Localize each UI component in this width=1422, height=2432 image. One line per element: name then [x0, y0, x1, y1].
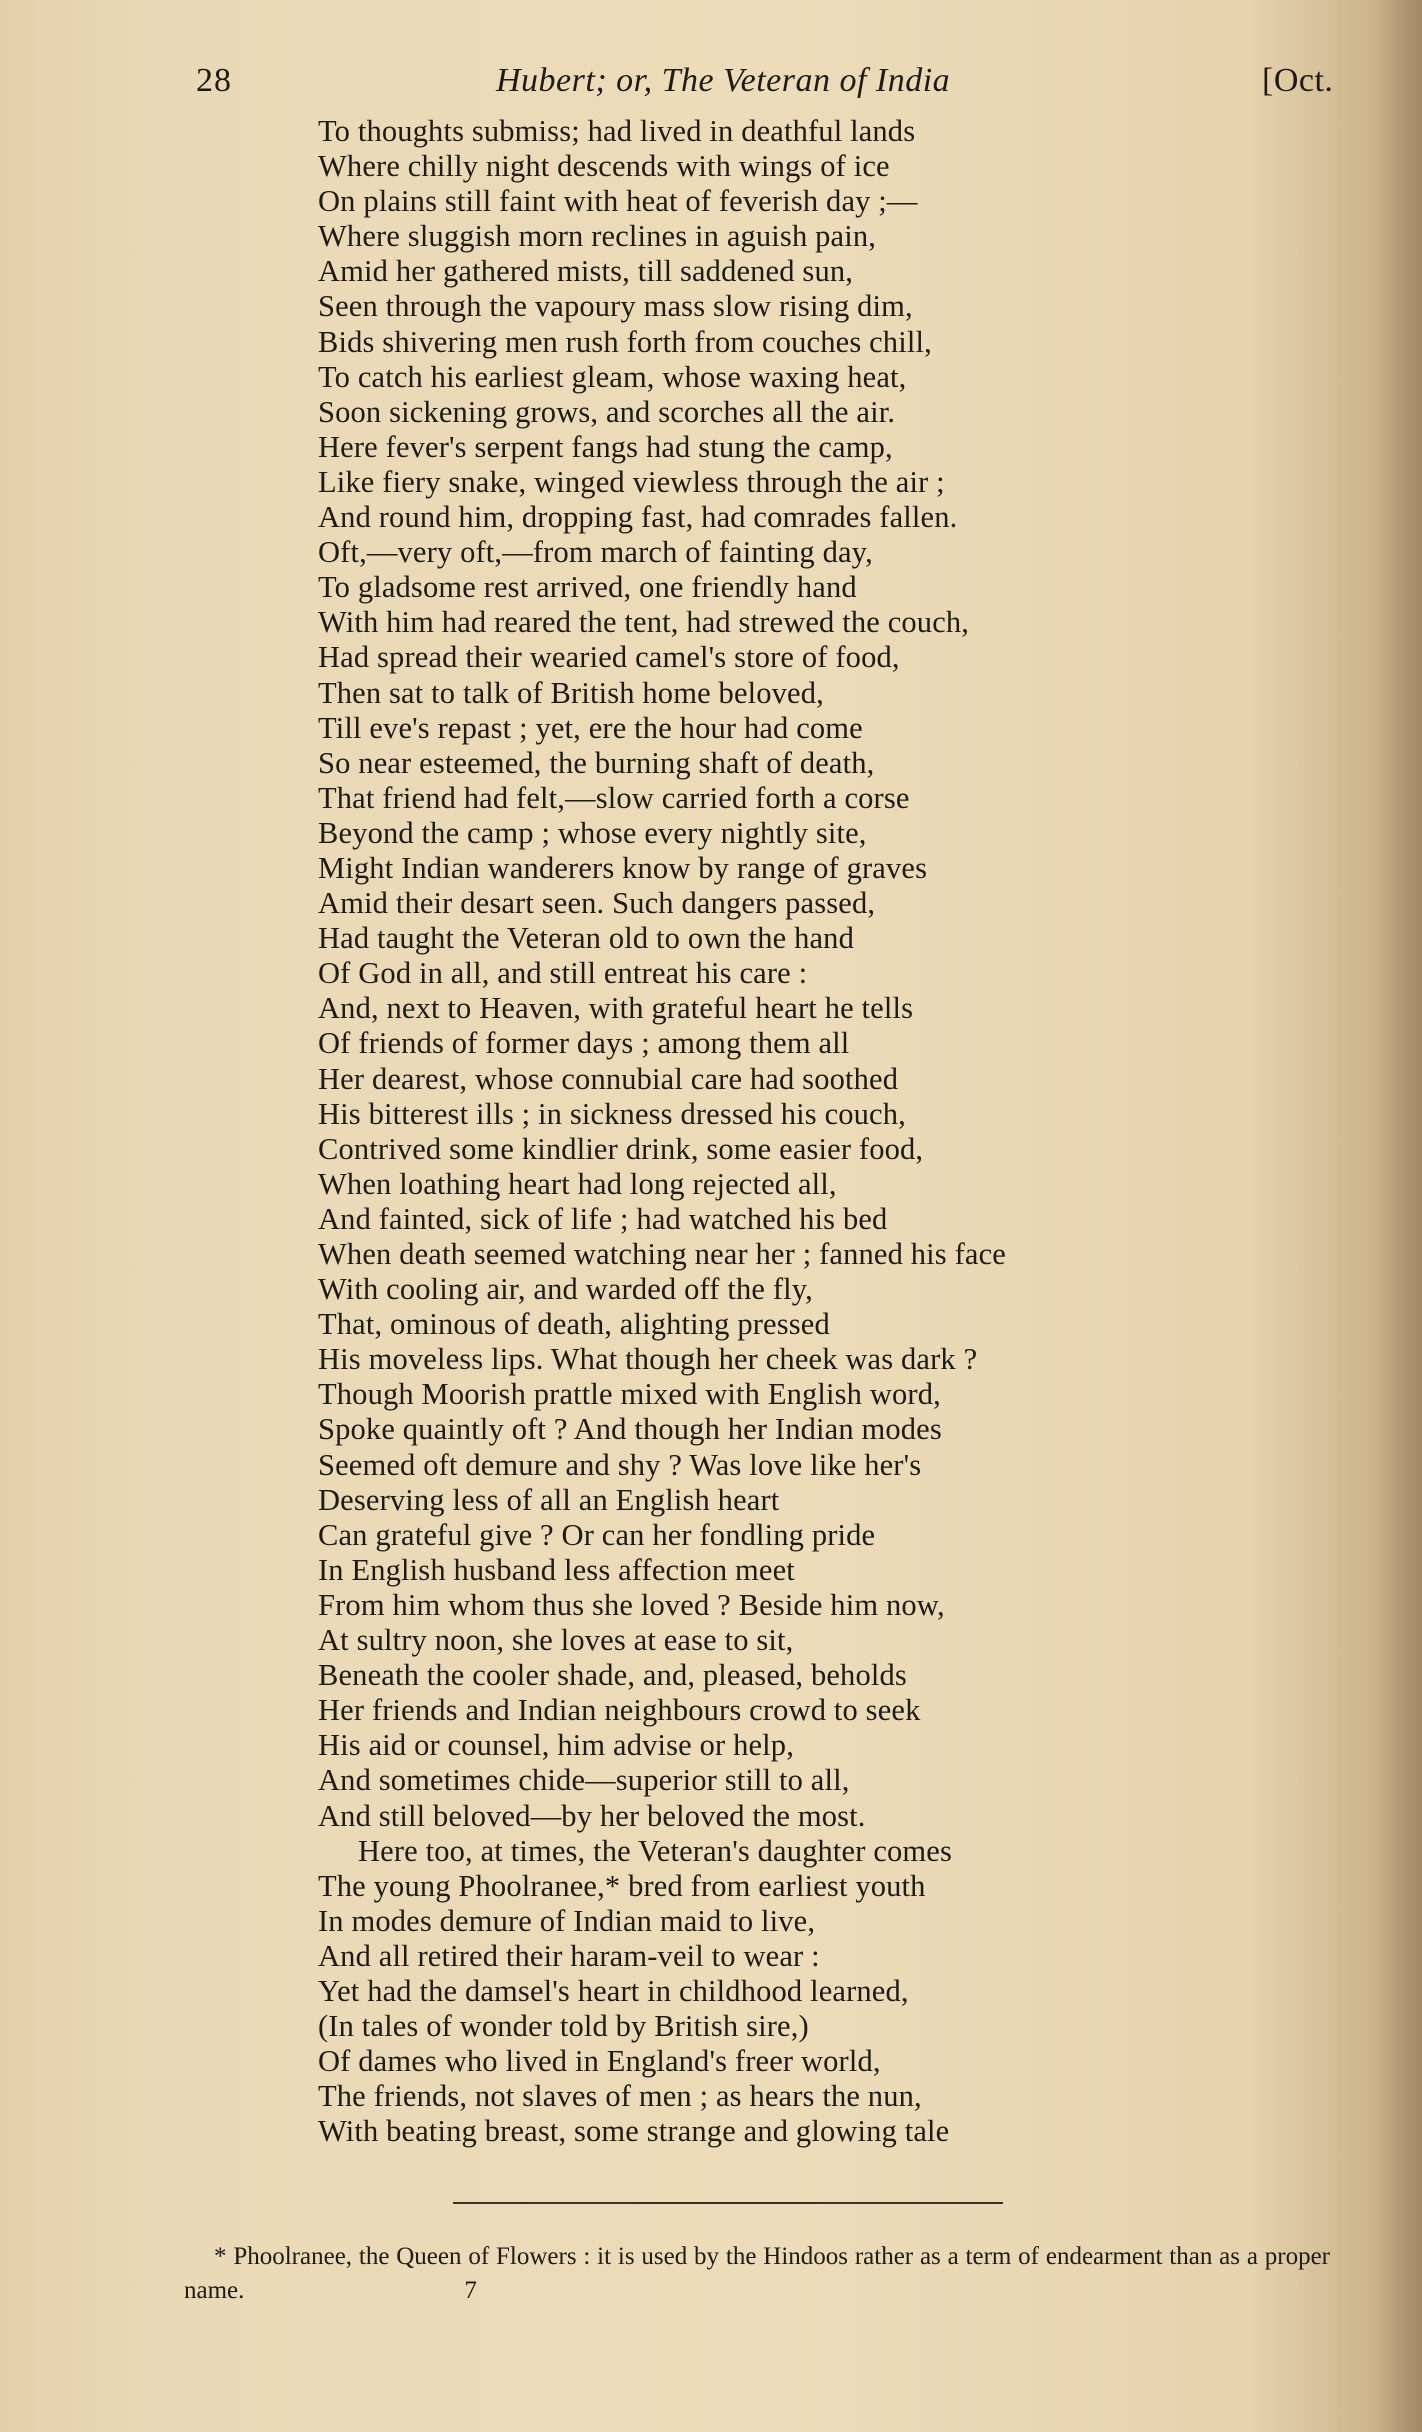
poem-line: In modes demure of Indian maid to live, — [318, 1903, 816, 1938]
poem-line: Contrived some kindlier drink, some easier food, — [318, 1131, 924, 1166]
poem-line: Oft,—very oft,—from march of fainting day, — [318, 535, 873, 570]
poem-line: Of dames who lived in England's freer world, — [318, 2044, 881, 2079]
poem-line: Had spread their wearied camel's store of food, — [318, 640, 900, 675]
poem-line: To catch his earliest gleam, whose waxing heat, — [318, 359, 907, 394]
poem-line: When death seemed watching near her ; fanned his face — [318, 1237, 1006, 1271]
poem-line: So near esteemed, the burning shaft of death, — [318, 745, 875, 780]
poem-line: Might Indian wanderers know by range of graves — [318, 850, 928, 885]
poem-line: From him whom thus she loved ? Beside him now, — [318, 1587, 945, 1622]
poem-line: With beating breast, some strange and glowing tale — [318, 2114, 950, 2149]
poem-text — [318, 114, 1318, 2149]
poem-line: Of friends of former days ; among them all — [318, 1026, 850, 1061]
poem-line: Her dearest, whose connubial care had soothed — [318, 1061, 899, 1096]
signature-mark: 7 — [464, 2277, 477, 2304]
poem-line: And fainted, sick of life ; had watched his bed — [318, 1201, 888, 1236]
poem-line: Deserving less of all an English heart — [318, 1482, 780, 1517]
poem-line: Of God in all, and still entreat his care : — [318, 956, 808, 991]
poem-line: Here too, at times, the Veteran's daughter comes — [358, 1833, 952, 1868]
poem-line: Then sat to talk of British home beloved, — [318, 675, 824, 710]
poem-line: Beyond the camp ; whose every nightly site, — [318, 815, 867, 850]
poem-line: And, next to Heaven, with grateful heart he tells — [318, 991, 914, 1026]
poem-line: The friends, not slaves of men ; as hears the nun, — [318, 2079, 922, 2114]
poem-line: Soon sickening grows, and scorches all the air. — [318, 394, 896, 429]
poem-line: In English husband less affection meet — [318, 1552, 795, 1587]
poem-line: Though Moorish prattle mixed with English word, — [318, 1377, 941, 1412]
poem-line: Can grateful give ? Or can her fondling pride — [318, 1517, 876, 1552]
running-title: Hubert; or, The Veteran of India — [496, 62, 951, 99]
poem-line: His bitterest ills ; in sickness dressed his couch, — [318, 1096, 906, 1131]
poem-line: Seen through the vapoury mass slow rising dim, — [318, 289, 913, 324]
poem-line: Amid her gathered mists, till saddened sun, — [318, 254, 854, 289]
poem-line: With him had reared the tent, had strewed the couch, — [318, 605, 970, 640]
poem-line: And still beloved—by her beloved the most. — [318, 1798, 866, 1833]
poem-line: And sometimes chide—superior still to all, — [318, 1763, 850, 1798]
poem-line: At sultry noon, she loves at ease to sit, — [318, 1623, 794, 1658]
poem-line: Spoke quaintly oft ? And though her Indian modes — [318, 1412, 942, 1447]
poem-line: When loathing heart had long rejected all, — [318, 1166, 837, 1201]
poem-line: On plains still faint with heat of feverish day ;— — [318, 184, 918, 219]
page-number: 28 — [196, 62, 232, 99]
poem-line: With cooling air, and warded off the fly, — [318, 1272, 813, 1307]
poem-line: Seemed oft demure and shy ? Was love like her's — [318, 1447, 922, 1482]
footnote-text: * Phoolranee, the Queen of Flowers : it is used by the Hindoos rather as a term of endearment than as a proper name. — [184, 2243, 1330, 2304]
poem-line: Where chilly night descends with wings of ice — [318, 149, 890, 184]
poem-line: Bids shivering men rush forth from couches chill, — [318, 324, 932, 359]
poem-line: Amid their desart seen. Such dangers passed, — [318, 886, 876, 921]
poem-line: To thoughts submiss; had lived in deathful lands — [318, 114, 916, 148]
poem-line: Yet had the damsel's heart in childhood learned, — [318, 1973, 909, 2008]
page-header — [0, 62, 1422, 112]
footnote-rule — [453, 2202, 1003, 2204]
poem-line: Beneath the cooler shade, and, pleased, beholds — [318, 1658, 907, 1693]
poem-line: And all retired their haram-veil to wear : — [318, 1938, 820, 1973]
poem-line: His aid or counsel, him advise or help, — [318, 1728, 794, 1763]
poem-line: His moveless lips. What though her cheek was dark ? — [318, 1342, 978, 1377]
poem-line: Like fiery snake, winged viewless through the air ; — [318, 464, 945, 499]
poem-line: That, ominous of death, alighting pressed — [318, 1307, 830, 1342]
poem-line: To gladsome rest arrived, one friendly hand — [318, 570, 857, 605]
poem-line: Here fever's serpent fangs had stung the camp, — [318, 429, 893, 464]
poem-line: (In tales of wonder told by British sire,) — [318, 2009, 809, 2044]
poem-line: And round him, dropping fast, had comrades fallen. — [318, 500, 958, 535]
poem-line: Where sluggish morn reclines in aguish pain, — [318, 219, 877, 254]
issue-month: [Oct. — [1262, 62, 1334, 99]
poem-line: Her friends and Indian neighbours crowd to seek — [318, 1693, 921, 1728]
footnote — [184, 2240, 1330, 2308]
poem-line: Had taught the Veteran old to own the hand — [318, 921, 854, 956]
poem-line: Till eve's repast ; yet, ere the hour had come — [318, 710, 863, 745]
poem-line: The young Phoolranee,* bred from earliest youth — [318, 1868, 926, 1903]
poem-line: That friend had felt,—slow carried forth a corse — [318, 780, 910, 815]
